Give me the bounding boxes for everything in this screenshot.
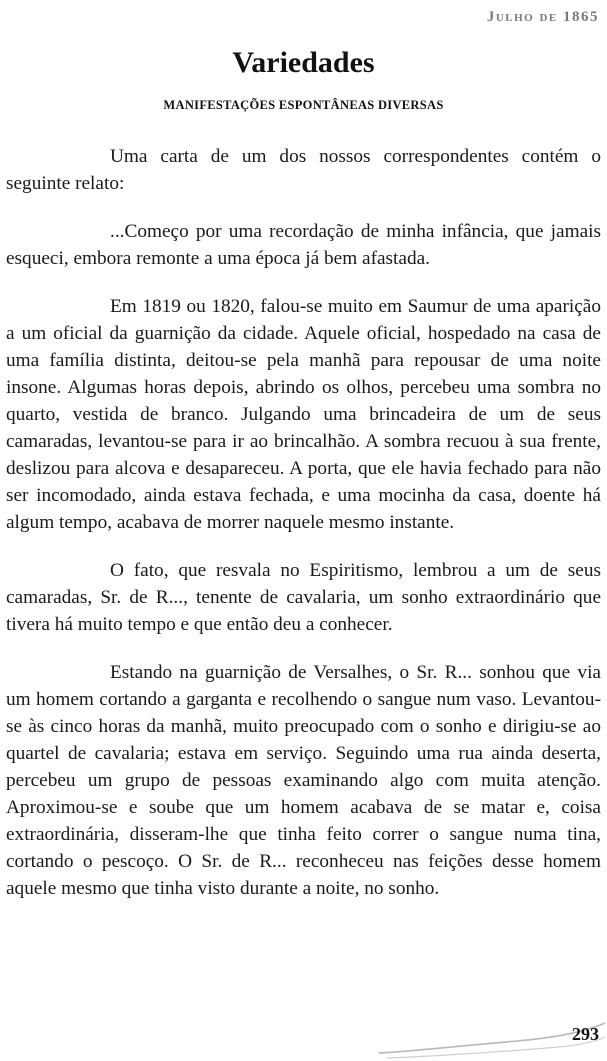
page-footer <box>377 1015 607 1061</box>
paragraph: Uma carta de um dos nossos correspondentes contém o seguinte relato: <box>6 146 601 194</box>
article-title: Variedades <box>232 46 375 79</box>
paragraph: ...Começo por uma recordação de minha infância, que jamais esqueci, embora remonte a uma época já bem afastada. <box>6 221 601 269</box>
paragraph: O fato, que resvala no Espiritismo, lembrou a um de seus camaradas, Sr. de R..., tenente de cavalaria, um sonho extraordinário que tivera há muito tempo e que então deu a conhecer. <box>6 560 601 635</box>
paragraph: Em 1819 ou 1820, falou-se muito em Saumur de uma aparição a um oficial da guarnição da cidade. Aquele oficial, hospedado na casa de uma família distinta, deitou-se pela manhã para repousar de uma noite insone. Algumas horas depois, abrindo os olhos, percebeu uma sombra no quarto, vestida de branco. Julgando uma brincadeira de um de seus camaradas, levantou-se para ir ao brincalhão. A sombra recuou à sua frente, deslizou para alcova e desapareceu. A porta, que ele havia fechado para não ser incomodado, ainda estava fechada, e uma mocinha da casa, doente há algum tempo, acabava de morrer naquele mesmo instante. <box>6 296 601 533</box>
page-number: 293 <box>572 1024 599 1044</box>
article-subtitle: MANIFESTAÇÕES ESPONTÂNEAS DIVERSAS <box>163 98 444 112</box>
running-header: Julho de 1865 <box>486 9 599 25</box>
article-body <box>6 143 601 923</box>
paragraph: Estando na guarnição de Versalhes, o Sr. R... sonhou que via um homem cortando a garganta e recolhendo o sangue num vaso. Levantou-se às cinco horas da manhã, muito preocupado com o sonho e dirigiu-se ao quartel de cavalaria; estava em serviço. Seguindo uma rua ainda deserta, percebeu um grupo de pessoas examinando algo com muita atenção. Aproximou-se e soube que um homem acabava de se matar e, coisa extraordinária, disseram-lhe que tinha feito correr o sangue numa tina, cortando o pescoço. O Sr. de R... reconheceu nas feições desse homem aquele mesmo que tinha visto durante a noite, no sonho. <box>6 662 601 899</box>
